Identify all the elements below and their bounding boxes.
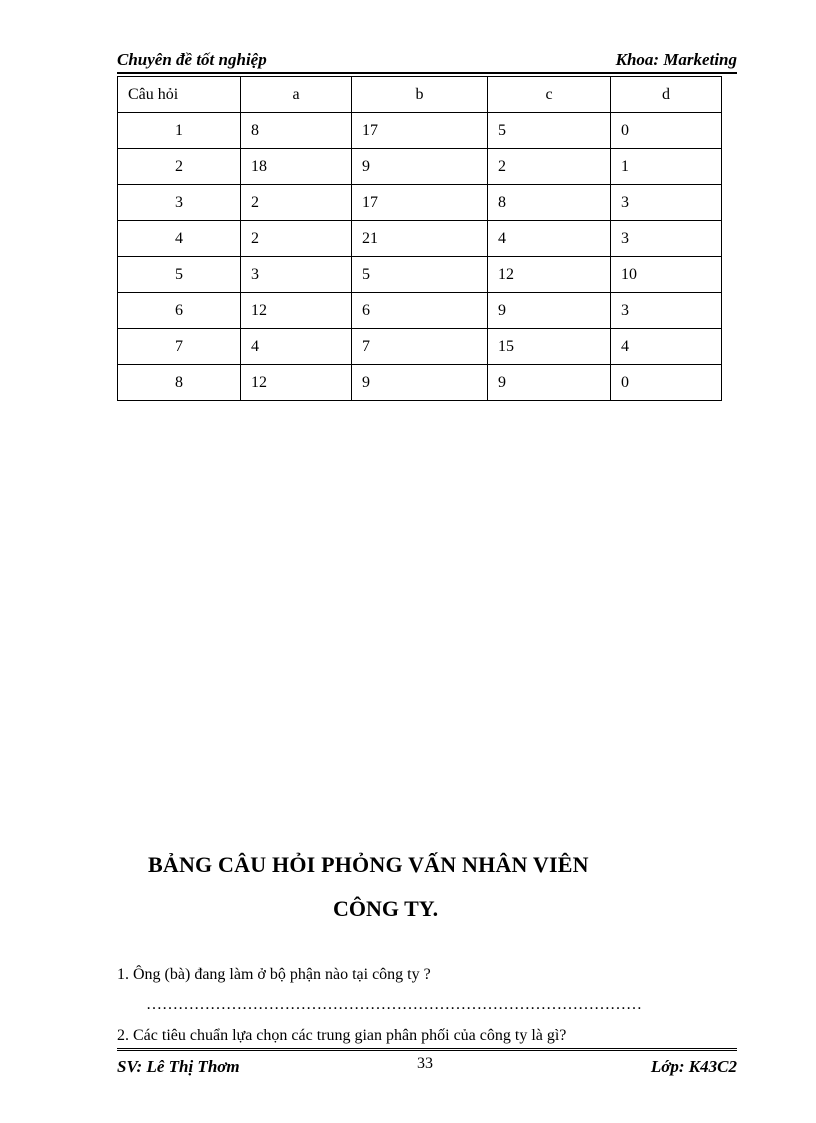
table-cell: 0 — [611, 113, 722, 149]
table-cell: 3 — [241, 257, 352, 293]
column-header: c — [488, 77, 611, 113]
table-cell: 4 — [118, 221, 241, 257]
table-cell: 4 — [611, 329, 722, 365]
table-cell: 4 — [241, 329, 352, 365]
header-thesis-label: Chuyên đề tốt nghiệp — [117, 50, 267, 69]
table-row — [118, 257, 722, 293]
table-cell: 18 — [241, 149, 352, 185]
table-cell: 2 — [488, 149, 611, 185]
column-header: a — [241, 77, 352, 113]
table-cell: 21 — [352, 221, 488, 257]
table-cell: 17 — [352, 113, 488, 149]
table-cell: 17 — [352, 185, 488, 221]
table-cell: 7 — [118, 329, 241, 365]
table-cell: 6 — [118, 293, 241, 329]
table-cell: 5 — [118, 257, 241, 293]
table-cell: 9 — [488, 293, 611, 329]
footer-student-name: SV: Lê Thị Thơm — [117, 1057, 240, 1076]
page-footer — [117, 1048, 737, 1079]
survey-results-table — [117, 76, 722, 401]
section-title-line-2: CÔNG TY. — [333, 896, 439, 921]
column-header: b — [352, 77, 488, 113]
table-cell: 6 — [352, 293, 488, 329]
answer-line: ………………………………………………………………………………… — [146, 996, 642, 1013]
table-cell: 3 — [611, 221, 722, 257]
table-cell: 8 — [241, 113, 352, 149]
table-row — [118, 329, 722, 365]
table-cell: 8 — [488, 185, 611, 221]
table-cell: 12 — [241, 365, 352, 401]
table-cell: 1 — [118, 113, 241, 149]
table-cell: 3 — [611, 293, 722, 329]
column-header: d — [611, 77, 722, 113]
table-cell: 7 — [352, 329, 488, 365]
page-number: 33 — [417, 1055, 433, 1072]
table-cell: 3 — [611, 185, 722, 221]
table-row — [118, 365, 722, 401]
table-cell: 2 — [241, 221, 352, 257]
footer-class-label: Lớp: K43C2 — [650, 1057, 737, 1076]
table-cell: 5 — [352, 257, 488, 293]
table-cell: 12 — [241, 293, 352, 329]
table-cell: 9 — [352, 149, 488, 185]
header-faculty-label: Khoa: Marketing — [615, 50, 737, 69]
page-header — [117, 48, 737, 74]
question-1: 1. Ông (bà) đang làm ở bộ phận nào tại công ty ? — [117, 966, 431, 983]
table-row — [118, 221, 722, 257]
table-cell: 1 — [611, 149, 722, 185]
table-row — [118, 113, 722, 149]
table-cell: 0 — [611, 365, 722, 401]
table-cell: 3 — [118, 185, 241, 221]
question-2: 2. Các tiêu chuẩn lựa chọn các trung gian phân phối của công ty là gì? — [117, 1027, 567, 1044]
table-row — [118, 293, 722, 329]
table-cell: 9 — [488, 365, 611, 401]
section-title-line-1: BẢNG CÂU HỎI PHỎNG VẤN NHÂN VIÊN — [148, 852, 589, 877]
table-cell: 12 — [488, 257, 611, 293]
table-cell: 4 — [488, 221, 611, 257]
table-cell: 2 — [241, 185, 352, 221]
table-cell: 10 — [611, 257, 722, 293]
column-header: Câu hỏi — [118, 77, 241, 113]
table-header-row — [118, 77, 722, 113]
table-cell: 15 — [488, 329, 611, 365]
table-cell: 9 — [352, 365, 488, 401]
table-cell: 2 — [118, 149, 241, 185]
table-cell: 5 — [488, 113, 611, 149]
table-row — [118, 149, 722, 185]
table-row — [118, 185, 722, 221]
table-cell: 8 — [118, 365, 241, 401]
